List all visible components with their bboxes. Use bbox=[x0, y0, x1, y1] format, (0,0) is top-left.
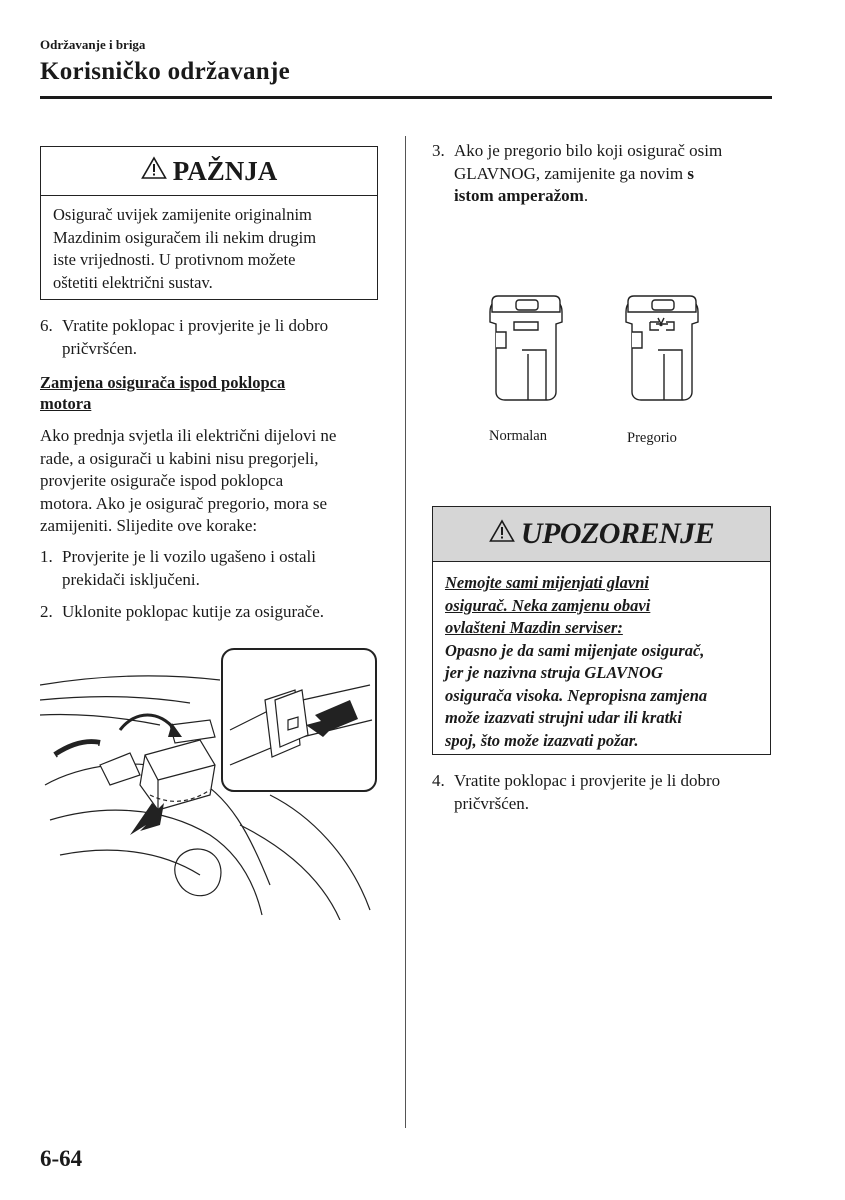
engine-fusebox-illustration bbox=[40, 645, 380, 920]
step-text-line: Ako je pregorio bilo koji osigurač osim bbox=[454, 141, 723, 160]
title-rule bbox=[40, 96, 772, 99]
caution-heading: PAŽNJA bbox=[172, 155, 278, 186]
warning-triangle-icon bbox=[141, 156, 167, 187]
warning-line: spoj, što može izazvati požar. bbox=[445, 730, 639, 750]
step-6 bbox=[40, 315, 390, 361]
caution-header bbox=[41, 147, 377, 196]
caution-box bbox=[40, 146, 378, 300]
warning-underlined-line: osigurač. Neka zamjenu obavi bbox=[445, 595, 651, 615]
page-title: Korisničko održavanje bbox=[40, 58, 291, 85]
warning-line: jer je nazivna struja GLAVNOG bbox=[445, 663, 663, 682]
step-text-fragment: GLAVNOG, zamijenite ga novim bbox=[454, 163, 688, 183]
warning-header bbox=[433, 507, 770, 562]
subheading-line: Zamjena osigurača ispod poklopca bbox=[40, 373, 286, 392]
step-text-line: Vratite poklopac i provjerite je li dobro bbox=[454, 771, 721, 790]
step-text-line bbox=[454, 163, 694, 186]
normal-fuse-illustration bbox=[484, 292, 568, 404]
warning-underlined-line: ovlašteni Mazdin serviser: bbox=[445, 618, 623, 637]
step-text-line: Vratite poklopac i provjerite je li dobro bbox=[62, 316, 329, 335]
caution-line: Osigurač uvijek zamijenite originalnim bbox=[53, 205, 312, 224]
step-text-line bbox=[454, 185, 588, 208]
step-text-line: pričvršćen. bbox=[454, 793, 530, 813]
caution-line: oštetiti električni sustav. bbox=[53, 272, 213, 292]
step-text-line: Provjerite je li vozilo ugašeno i ostali bbox=[62, 547, 317, 566]
step-text-line: pričvršćen. bbox=[62, 338, 138, 358]
step-number: 2. bbox=[40, 602, 53, 621]
step-text-bold: istom amperažom bbox=[454, 186, 584, 205]
step-1 bbox=[40, 546, 390, 592]
intro-line: zamijeniti. Slijedite ove korake: bbox=[40, 516, 258, 535]
fuse-label-normal: Normalan bbox=[489, 428, 547, 444]
column-divider bbox=[405, 136, 406, 1128]
intro-line: rade, a osigurači u kabini nisu pregorjeli, bbox=[40, 448, 319, 468]
intro-line: provjerite osigurače ispod poklopca bbox=[40, 471, 284, 490]
step-text-fragment: . bbox=[583, 186, 589, 205]
step-text-bold: s bbox=[687, 163, 695, 183]
intro-line: motora. Ako je osigurač pregorio, mora se bbox=[40, 493, 328, 513]
step-text-line: Uklonite poklopac kutije za osigurače. bbox=[62, 602, 324, 621]
subheading bbox=[40, 372, 360, 414]
warning-line: može izazvati strujni udar ili kratki bbox=[445, 708, 683, 727]
caution-text bbox=[41, 196, 377, 294]
step-4 bbox=[432, 770, 777, 816]
step-number: 4. bbox=[432, 771, 445, 790]
warning-line: osigurača visoka. Nepropisna zamjena bbox=[445, 685, 708, 705]
step-number: 1. bbox=[40, 547, 53, 566]
step-3 bbox=[432, 140, 777, 210]
blown-fuse-illustration bbox=[620, 292, 704, 404]
caution-line: Mazdinim osiguračem ili nekim drugim bbox=[53, 227, 317, 247]
warning-triangle-icon bbox=[489, 517, 515, 551]
warning-heading: UPOZORENJE bbox=[520, 517, 715, 550]
step-number: 3. bbox=[432, 141, 445, 160]
subheading-line: motora bbox=[40, 394, 92, 413]
warning-text bbox=[433, 562, 770, 752]
step-2 bbox=[40, 601, 390, 625]
page-number: 6-64 bbox=[40, 1146, 83, 1171]
caution-line: iste vrijednosti. U protivnom možete bbox=[53, 250, 296, 269]
step-text-line: prekidači isključeni. bbox=[62, 569, 200, 589]
intro-paragraph bbox=[40, 425, 390, 538]
section-label: Održavanje i briga bbox=[40, 37, 146, 52]
warning-underlined-line: Nemojte sami mijenjati glavni bbox=[445, 573, 649, 592]
step-number: 6. bbox=[40, 316, 53, 335]
fuse-label-blown: Pregorio bbox=[627, 430, 677, 446]
warning-box bbox=[432, 506, 771, 755]
intro-line: Ako prednja svjetla ili električni dijelovi ne bbox=[40, 426, 337, 445]
warning-line: Opasno je da sami mijenjate osigurač, bbox=[445, 640, 705, 660]
